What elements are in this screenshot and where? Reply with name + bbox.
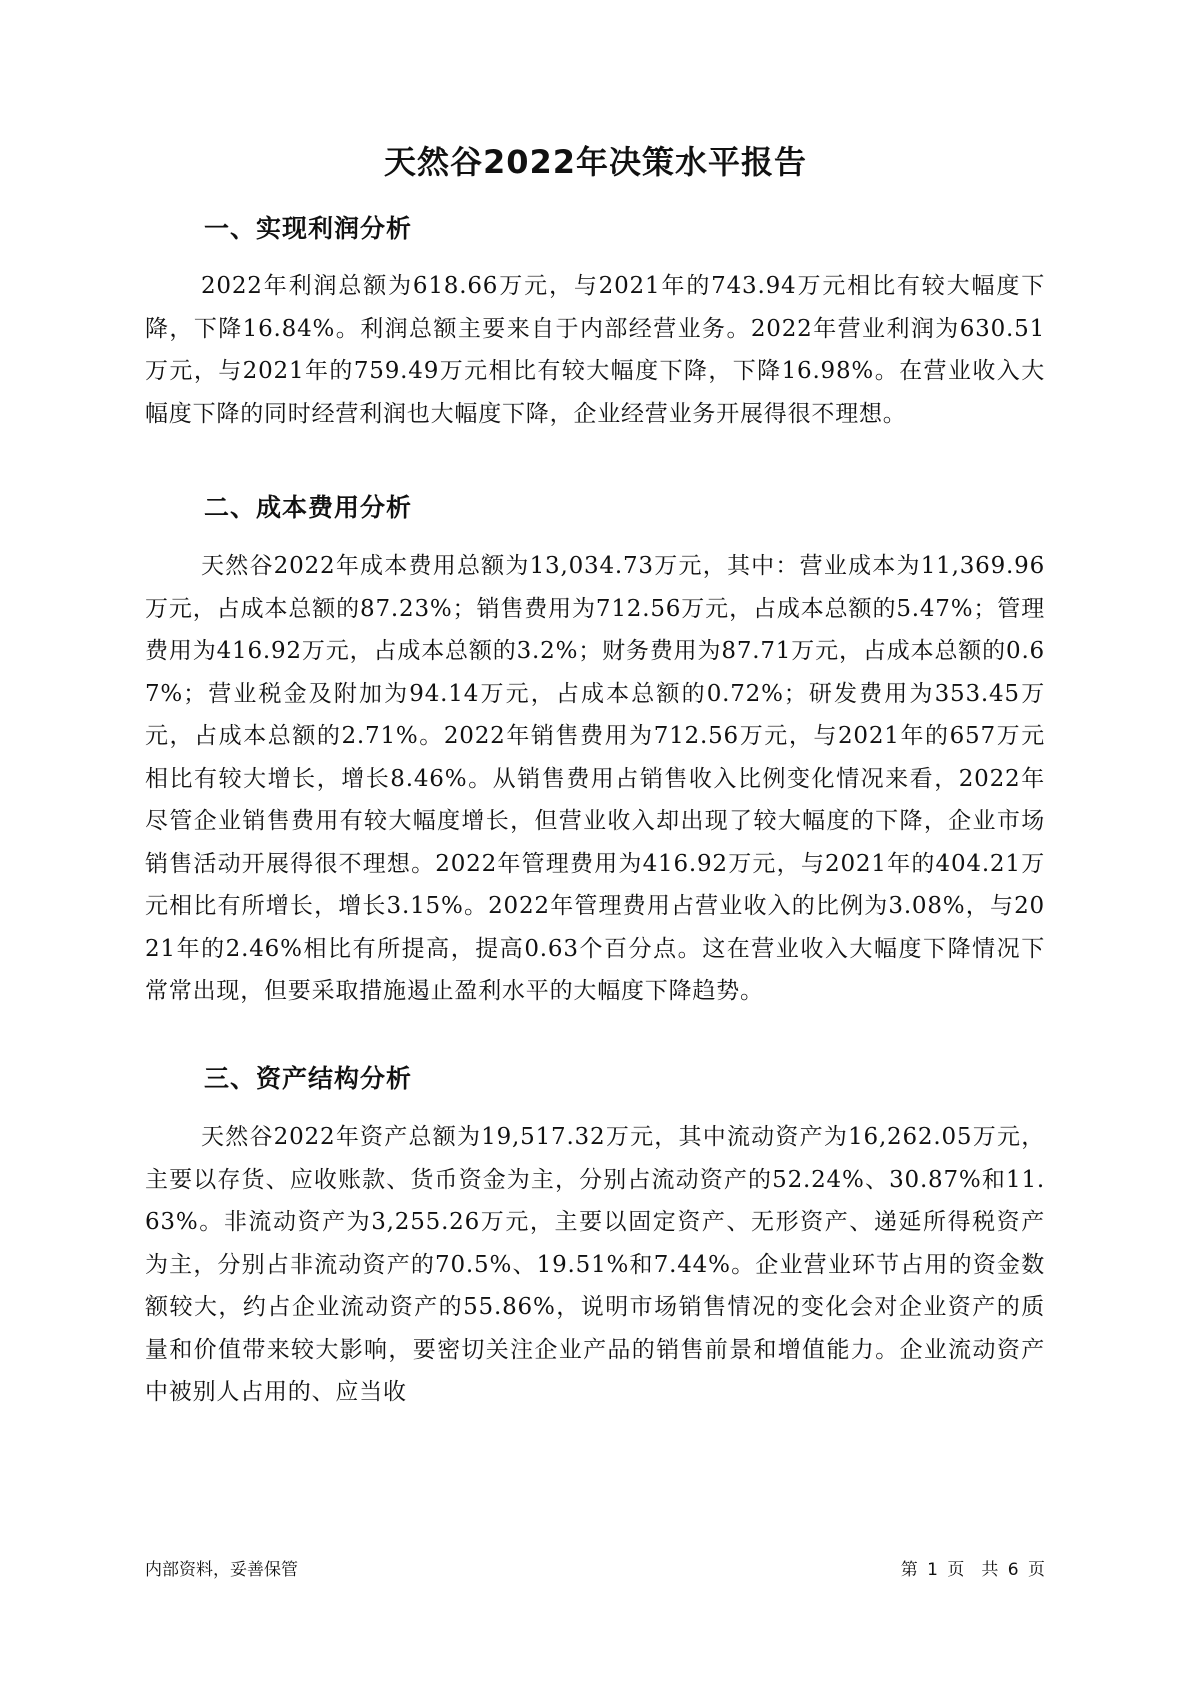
section-paragraph-cost: 天然谷2022年成本费用总额为13,034.73万元，其中：营业成本为11,369.96万元，占成本总额的87.23%；销售费用为712.56万元，占成本总额的5.47%；管理费用为416.92万元，占成本总额的3.2%；财务费用为87.71万元，占成本总额的0.67%；营业税金及附加为94.14万元，占成本总额的0.72%；研发费用为353.45万元，占成本总额的2.71%。2022年销售费用为712.56万元，与2021年的657万元相比有较大增长，增长8.46%。从销售费用占销售收入比例变化情况来看，2022年尽管企业销售费用有较大幅度增长，但营业收入却出现了较大幅度的下降，企业市场销售活动开展得很不理想。2022年管理费用为416.92万元，与2021年的404.21万元相比有所增长，增长3.15%。2022年管理费用占营业收入的比例为3.08%，与2021年的2.46%相比有所提高，提高0.63个百分点。这在营业收入大幅度下降情况下常常出现，但要采取措施遏止盈利水平的大幅度下降趋势。 bbox=[145, 553, 1045, 1004]
section-heading-assets: 三、资产结构分析 bbox=[204, 1064, 413, 1093]
page-title: 天然谷2022年决策水平报告 bbox=[383, 143, 808, 181]
section-heading-profit: 一、实现利润分析 bbox=[204, 214, 413, 243]
footer-page-number: 第 1 页 共 6 页 bbox=[900, 1560, 1045, 1580]
section-paragraph-profit: 2022年利润总额为618.66万元，与2021年的743.94万元相比有较大幅度下降，下降16.84%。利润总额主要来自于内部经营业务。2022年营业利润为630.51万元，与2021年的759.49万元相比有较大幅度下降，下降16.98%。在营业收入大幅度下降的同时经营利润也大幅度下降，企业经营业务开展得很不理想。 bbox=[145, 273, 1045, 427]
section-paragraph-assets: 天然谷2022年资产总额为19,517.32万元，其中流动资产为16,262.05万元，主要以存货、应收账款、货币资金为主，分别占流动资产的52.24%、30.87%和11.63%。非流动资产为3,255.26万元，主要以固定资产、无形资产、递延所得税资产为主，分别占非流动资产的70.5%、19.51%和7.44%。企业营业环节占用的资金数额较大，约占企业流动资产的55.86%，说明市场销售情况的变化会对企业资产的质量和价值带来较大影响，要密切关注企业产品的销售前景和增值能力。企业流动资产中被别人占用的、应当收 bbox=[145, 1124, 1045, 1405]
section-heading-cost: 二、成本费用分析 bbox=[204, 493, 413, 522]
footer-confidential-note: 内部资料，妥善保管 bbox=[145, 1560, 298, 1580]
